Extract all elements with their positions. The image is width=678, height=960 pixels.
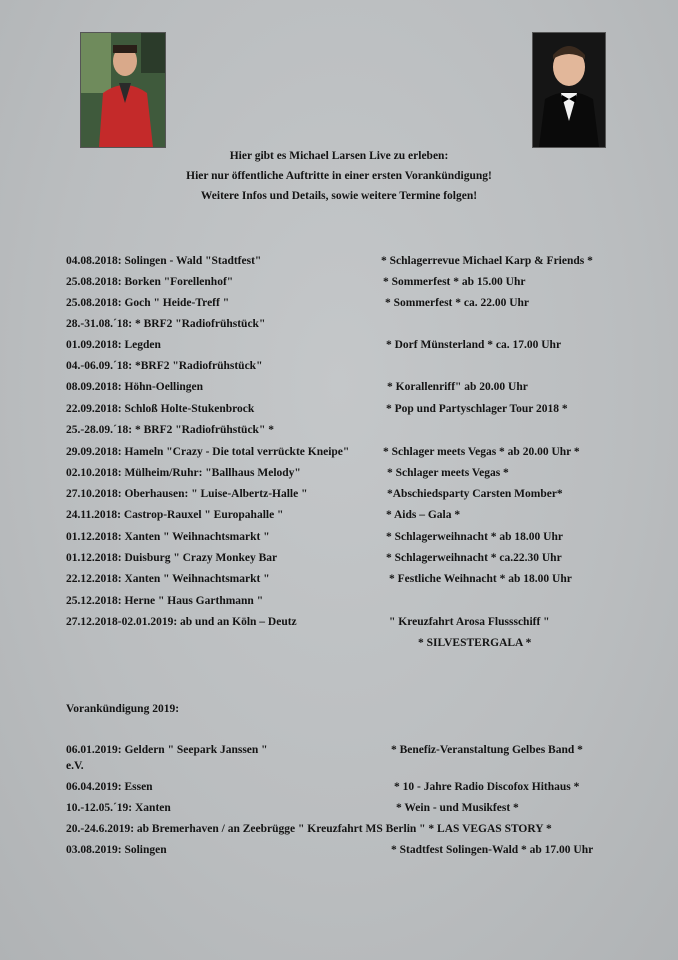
event-row — [66, 843, 594, 857]
event-detail: * Schlagerweihnacht * ca.22.30 Uhr — [386, 552, 562, 564]
event-row — [66, 445, 580, 459]
event-date-place: 10.-12.05.´19: Xanten — [66, 802, 171, 814]
event-detail: * Schlagerweihnacht * ab 18.00 Uhr — [386, 531, 563, 543]
event-detail: * 10 - Jahre Radio Discofox Hithaus * — [394, 781, 580, 793]
event-row — [66, 338, 562, 352]
event-detail: * Schlager meets Vegas * — [387, 467, 509, 479]
event-date-place: 06.04.2019: Essen — [66, 781, 153, 793]
event-row — [66, 402, 568, 416]
event-date-place: 24.11.2018: Castrop-Rauxel " Europahalle " — [66, 509, 284, 521]
event-detail: * Wein - und Musikfest * — [396, 802, 519, 814]
event-row — [66, 801, 519, 815]
event-date-place: 04.08.2018: Solingen - Wald "Stadtfest" — [66, 255, 262, 267]
event-row — [66, 780, 580, 794]
event-detail: *Abschiedsparty Carsten Momber* — [387, 488, 563, 500]
event-row — [66, 551, 562, 565]
event-date-place: 28.-31.08.´18: * BRF2 "Radiofrühstück" — [66, 318, 266, 330]
photo-left — [80, 32, 166, 148]
event-date-place: 01.09.2018: Legden — [66, 339, 161, 351]
preview-2019-title: Vorankündigung 2019: — [66, 703, 180, 715]
event-date-place: 22.12.2018: Xanten " Weihnachtsmarkt " — [66, 573, 270, 585]
header-line-2: Hier nur öffentliche Auftritte in einer ersten Vorankündigung! — [186, 170, 492, 182]
event-row — [66, 359, 262, 373]
event-detail: * Stadtfest Solingen-Wald * ab 17.00 Uhr — [391, 844, 594, 856]
event-date-place: 03.08.2019: Solingen — [66, 844, 167, 856]
event-date-place: 08.09.2018: Höhn-Oellingen — [66, 381, 204, 393]
event-row — [66, 487, 563, 501]
event-date-place: 27.10.2018: Oberhausen: " Luise-Albertz-Halle " — [66, 488, 308, 500]
event-detail: * Festliche Weihnacht * ab 18.00 Uhr — [389, 573, 572, 585]
event-detail: * Aids – Gala * — [386, 509, 461, 521]
event-detail: * Schlagerrevue Michael Karp & Friends * — [381, 255, 593, 267]
portrait-red-jacket-image — [81, 33, 165, 147]
event-date-place: 25.12.2018: Herne " Haus Garthmann " — [66, 595, 264, 607]
event-detail: * Schlager meets Vegas * ab 20.00 Uhr * — [383, 446, 580, 458]
event-detail: * Korallenriff" ab 20.00 Uhr — [387, 381, 528, 393]
event-date-place: 22.09.2018: Schloß Holte-Stukenbrock — [66, 403, 255, 415]
event-date-place: e.V. — [66, 760, 84, 772]
event-detail: * Benefiz-Veranstaltung Gelbes Band * — [391, 744, 583, 756]
event-row — [66, 594, 263, 608]
event-row — [66, 317, 265, 331]
event-detail: * Dorf Münsterland * ca. 17.00 Uhr — [386, 339, 562, 351]
event-row — [66, 759, 84, 773]
event-date-place: 06.01.2019: Geldern " Seepark Janssen " — [66, 744, 268, 756]
event-row — [66, 254, 593, 268]
header — [0, 146, 678, 206]
portrait-tuxedo-image — [533, 33, 605, 147]
event-date-place: 04.-06.09.´18: *BRF2 "Radiofrühstück" — [66, 360, 263, 372]
header-line-1: Hier gibt es Michael Larsen Live zu erleben: — [229, 150, 449, 162]
event-row — [66, 743, 583, 757]
event-row — [66, 275, 526, 289]
event-date-place: 25.08.2018: Borken "Forellenhof" — [66, 276, 234, 288]
event-date-place: 20.-24.6.2019: ab Bremerhaven / an Zeebrügge " Kreuzfahrt MS Berlin " * LAS VEGAS STORY * — [66, 823, 552, 835]
event-date-place: 01.12.2018: Duisburg " Crazy Monkey Bar — [66, 552, 278, 564]
event-row — [66, 423, 274, 437]
event-row — [66, 466, 509, 480]
event-date-place: 01.12.2018: Xanten " Weihnachtsmarkt " — [66, 531, 270, 543]
event-detail: * Sommerfest * ab 15.00 Uhr — [383, 276, 526, 288]
event-detail: * Sommerfest * ca. 22.00 Uhr — [385, 297, 530, 309]
event-row — [66, 572, 572, 586]
silvester-gala: * SILVESTERGALA * — [418, 637, 532, 649]
event-date-place: 27.12.2018-02.01.2019: ab und an Köln – Deutz — [66, 616, 297, 628]
event-date-place: 25.-28.09.´18: * BRF2 "Radiofrühstück" * — [66, 424, 274, 436]
event-row — [66, 530, 563, 544]
event-date-place: 02.10.2018: Mülheim/Ruhr: "Ballhaus Melody" — [66, 467, 301, 479]
event-row — [66, 508, 461, 522]
header-line-3: Weitere Infos und Details, sowie weitere Termine folgen! — [200, 190, 478, 202]
event-row — [66, 296, 530, 310]
event-date-place: 25.08.2018: Goch " Heide-Treff " — [66, 297, 230, 309]
event-row — [66, 380, 528, 394]
photo-right — [532, 32, 606, 148]
event-row — [66, 822, 552, 836]
event-detail: " Kreuzfahrt Arosa Flussschiff " — [389, 616, 550, 628]
event-detail: * Pop und Partyschlager Tour 2018 * — [386, 403, 568, 415]
event-date-place: 29.09.2018: Hameln "Crazy - Die total verrückte Kneipe" — [66, 446, 350, 458]
event-row — [66, 615, 550, 629]
